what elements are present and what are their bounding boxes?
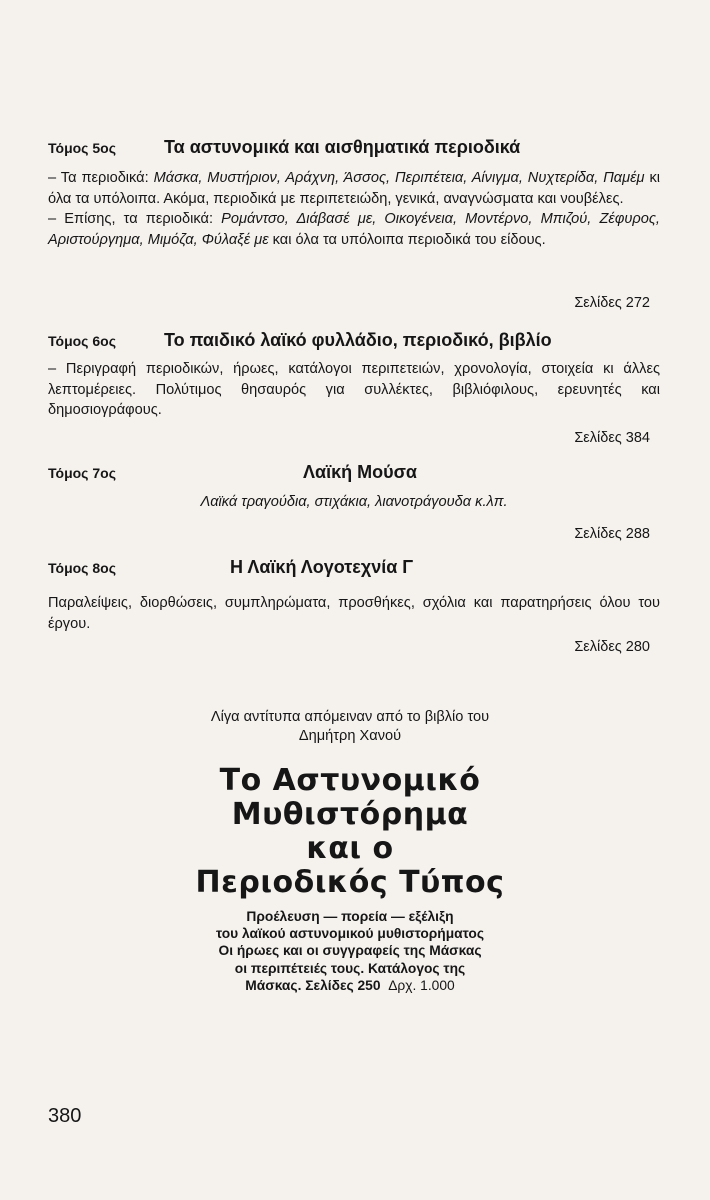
text-segment: – Επίσης, τα περιοδικά: — [48, 211, 222, 227]
volume-6-pages: Σελίδες 384 — [574, 430, 650, 446]
volume-title: Η Λαϊκή Λογοτεχνία Γ — [230, 557, 414, 577]
volume-7-description: Λαϊκά τραγούδια, στιχάκια, λιανοτράγουδα κ.λπ. — [200, 494, 508, 510]
text-segment: κι όλα τα υπόλοιπα. Ακόμα, περιοδικά με περιπετειώδη, γενικά, αναγνώσματα και νουβέλες. — [48, 170, 660, 207]
ad-subtitle-line — [150, 977, 550, 994]
volume-label: Τόμος 6ος — [48, 333, 116, 349]
book-advertisement — [150, 708, 550, 994]
ad-subtitle-line: Προέλευση — πορεία — εξέλιξη — [246, 909, 454, 924]
ad-title-line: και ο — [306, 831, 394, 866]
italic-text-segment: Ρομάντσο, Διάβασέ με, Οικογένεια, Μοντέρνο, Μπιζού, Ζέφυρος, Αριστούργημα, Μιμόζα, Φύλαξέ με — [48, 211, 660, 248]
volume-title: Τα αστυνομικά και αισθηματικά περιοδικά — [164, 137, 521, 157]
page-number: 380 — [48, 1105, 82, 1127]
ad-price: Δρχ. 1.000 — [388, 977, 455, 993]
ad-title-line: Το Αστυνομικό — [219, 763, 481, 798]
volume-label: Τόμος 8ος — [48, 560, 116, 576]
ad-title-line: Περιοδικός Τύπος — [195, 865, 505, 900]
volume-label: Τόμος 5ος — [48, 140, 116, 156]
volume-label: Τόμος 7ος — [48, 465, 116, 481]
ad-subtitle-line: οι περιπέτειές τους. Κατάλογος της — [234, 960, 466, 976]
ad-subtitle-line: του λαϊκού αστυνομικού μυθιστορήματος — [215, 926, 485, 942]
ad-pages: Μάσκας. Σελίδες 250 — [245, 977, 381, 993]
volume-5-pages: Σελίδες 272 — [574, 295, 650, 311]
italic-text-segment: Μάσκα, Μυστήριον, Αράχνη, Άσσος, Περιπέτεια, Αίνιγμα, Νυχτερίδα, Παμέμ — [153, 170, 645, 186]
text-segment: – Τα περιοδικά: — [48, 170, 154, 186]
ad-author: Δημήτρη Χανού — [298, 728, 402, 744]
volume-title: Το παιδικό λαϊκό φυλλάδιο, περιοδικό, βιβλίο — [164, 330, 552, 350]
volume-7-pages: Σελίδες 288 — [574, 526, 650, 542]
ad-subtitle-line: Οι ήρωες και οι συγγραφείς της Μάσκας — [218, 943, 482, 959]
volume-8-description: Παραλείψεις, διορθώσεις, συμπληρώματα, προσθήκες, σχόλια και παρατηρήσεις όλου του έργου. — [48, 595, 660, 632]
ad-intro-line: Λίγα αντίτυπα απόμειναν από το βιβλίο του — [210, 709, 490, 725]
description-paragraph — [48, 168, 660, 209]
text-segment: και όλα τα υπόλοιπα περιοδικά του είδους. — [268, 231, 546, 248]
ad-title-line: Μυθιστόρημα — [231, 797, 469, 832]
volume-5-description — [48, 168, 660, 250]
volume-title: Λαϊκή Μούσα — [303, 462, 417, 482]
volume-8-pages: Σελίδες 280 — [574, 639, 650, 655]
description-paragraph — [48, 209, 660, 250]
volume-6-description: – Περιγραφή περιοδικών, ήρωες, κατάλογοι περιπετειών, χρονολογία, στοιχεία κι άλλες λεπτομέρειες. Πολύτιμος θησαυρός για συλλέκτες, βιβλιόφιλους, ερευνητές και δημοσιογράφους. — [48, 361, 660, 418]
